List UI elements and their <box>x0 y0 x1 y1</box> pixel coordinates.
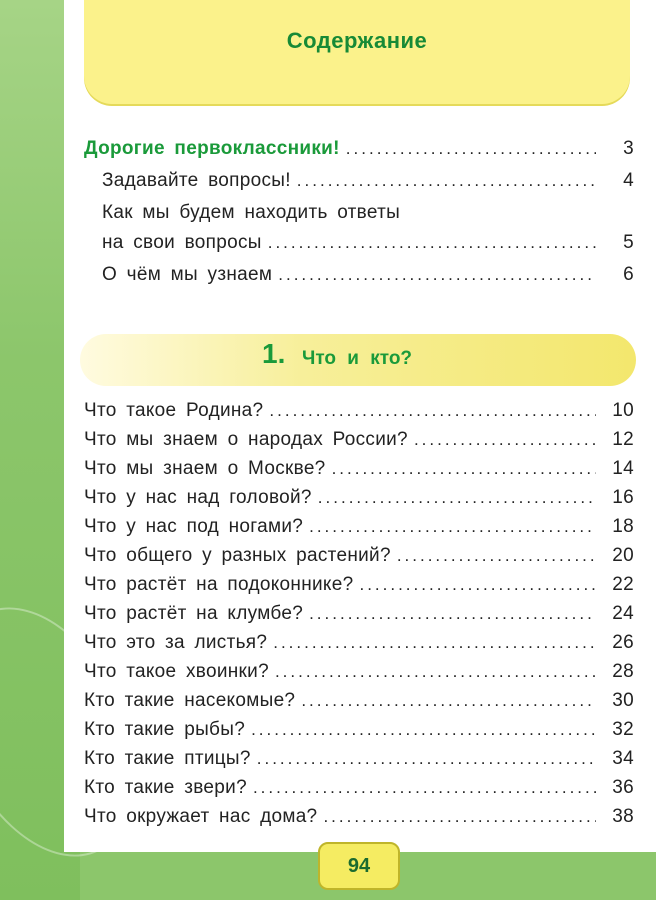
toc-entry[interactable] <box>102 226 634 254</box>
toc-entry-label: Кто такие птицы? <box>84 748 251 769</box>
toc-leader-dots <box>414 429 596 451</box>
toc-leader-dots <box>309 516 596 538</box>
toc-entry-label: Что общего у разных растений? <box>84 545 391 566</box>
toc-entry[interactable] <box>84 597 634 625</box>
toc-entry-label: Кто такие насекомые? <box>84 690 296 711</box>
toc-entry-page: 28 <box>612 661 634 682</box>
toc-entry-page: 32 <box>612 719 634 740</box>
toc-entry-page: 20 <box>612 545 634 566</box>
toc-entry-page: 14 <box>612 458 634 479</box>
toc-entry-label: Что мы знаем о народах России? <box>84 429 408 450</box>
toc-leader-dots <box>257 748 596 770</box>
toc-leader-dots <box>318 487 596 509</box>
toc-entry-page: 30 <box>612 690 634 711</box>
toc-entry[interactable] <box>84 626 634 654</box>
toc-entry[interactable] <box>84 800 634 828</box>
toc-entry[interactable] <box>84 684 634 712</box>
toc-entry-label: Что окружает нас дома? <box>84 806 318 827</box>
toc-entry-page: 24 <box>612 603 634 624</box>
toc-leader-dots <box>346 138 596 160</box>
toc-entry-page: 6 <box>623 264 634 285</box>
toc-leader-dots <box>275 661 596 683</box>
toc-entry-label: Кто такие рыбы? <box>84 719 246 740</box>
toc-entry-page: 4 <box>623 170 634 191</box>
toc-leader-dots <box>253 777 596 799</box>
toc-entry-page: 26 <box>612 632 634 653</box>
toc-entry-label: на свои вопросы <box>102 232 262 253</box>
toc-entry[interactable] <box>84 481 634 509</box>
toc-entry[interactable] <box>84 510 634 538</box>
toc-leader-dots <box>301 690 596 712</box>
toc-leader-dots <box>323 806 596 828</box>
toc-entry-label: Как мы будем находить ответы <box>102 202 401 223</box>
toc-entry-label: Что у нас под ногами? <box>84 516 304 537</box>
toc-entry-page: 3 <box>623 138 634 159</box>
toc-entry[interactable] <box>84 568 634 596</box>
toc-entry-label: Что растёт на клумбе? <box>84 603 304 624</box>
toc-entry-label: Задавайте вопросы! <box>102 170 291 191</box>
page-number-tab <box>318 842 400 890</box>
toc-leader-dots <box>332 458 596 480</box>
title-banner <box>84 0 630 104</box>
toc-entry[interactable] <box>84 742 634 770</box>
toc-entry[interactable] <box>84 394 634 422</box>
toc-entry-page: 10 <box>612 400 634 421</box>
toc-entry[interactable] <box>84 452 634 480</box>
toc-entry-line1[interactable] <box>102 196 496 224</box>
toc-entry-label: О чём мы узнаем <box>102 264 273 285</box>
toc-leader-dots <box>268 232 596 254</box>
toc-entry[interactable] <box>84 132 634 160</box>
page-number: 94 <box>347 854 371 877</box>
toc-entry-page: 36 <box>612 777 634 798</box>
toc-leader-dots <box>278 264 596 286</box>
toc-entry[interactable] <box>102 164 634 192</box>
toc-entry-label: Что такое Родина? <box>84 400 264 421</box>
toc-entry-label: Что это за листья? <box>84 632 268 653</box>
toc-entry[interactable] <box>84 771 634 799</box>
toc-leader-dots <box>309 603 596 625</box>
toc-entry[interactable] <box>102 258 634 286</box>
toc-entry-label: Что растёт на подоконнике? <box>84 574 354 595</box>
toc-entry[interactable] <box>84 423 634 451</box>
toc-entry-page: 34 <box>612 748 634 769</box>
toc-entry-page: 38 <box>612 806 634 827</box>
toc-leader-dots <box>273 632 596 654</box>
toc-entry-label: Что у нас над головой? <box>84 487 312 508</box>
toc-entry-page: 22 <box>612 574 634 595</box>
toc-entry[interactable] <box>84 655 634 683</box>
toc-entry-page: 18 <box>612 516 634 537</box>
toc-entry-page: 12 <box>612 429 634 450</box>
toc-entry-page: 5 <box>623 232 634 253</box>
toc-leader-dots <box>359 574 596 596</box>
toc-leader-dots <box>269 400 596 422</box>
toc-leader-dots <box>297 170 596 192</box>
toc-entry-label: Что такое хвоинки? <box>84 661 269 682</box>
toc-leader-dots <box>251 719 596 741</box>
section-title: Что и кто? <box>302 348 413 369</box>
toc-entry-page: 16 <box>612 487 634 508</box>
page-title: Содержание <box>286 28 428 53</box>
toc-leader-dots <box>397 545 596 567</box>
toc-entry-label: Что мы знаем о Москве? <box>84 458 326 479</box>
toc-entry[interactable] <box>84 539 634 567</box>
toc-entry[interactable] <box>84 713 634 741</box>
section-number: 1. <box>262 338 286 369</box>
toc-entry-label: Кто такие звери? <box>84 777 247 798</box>
toc-entry-label: Дорогие первоклассники! <box>84 138 340 159</box>
